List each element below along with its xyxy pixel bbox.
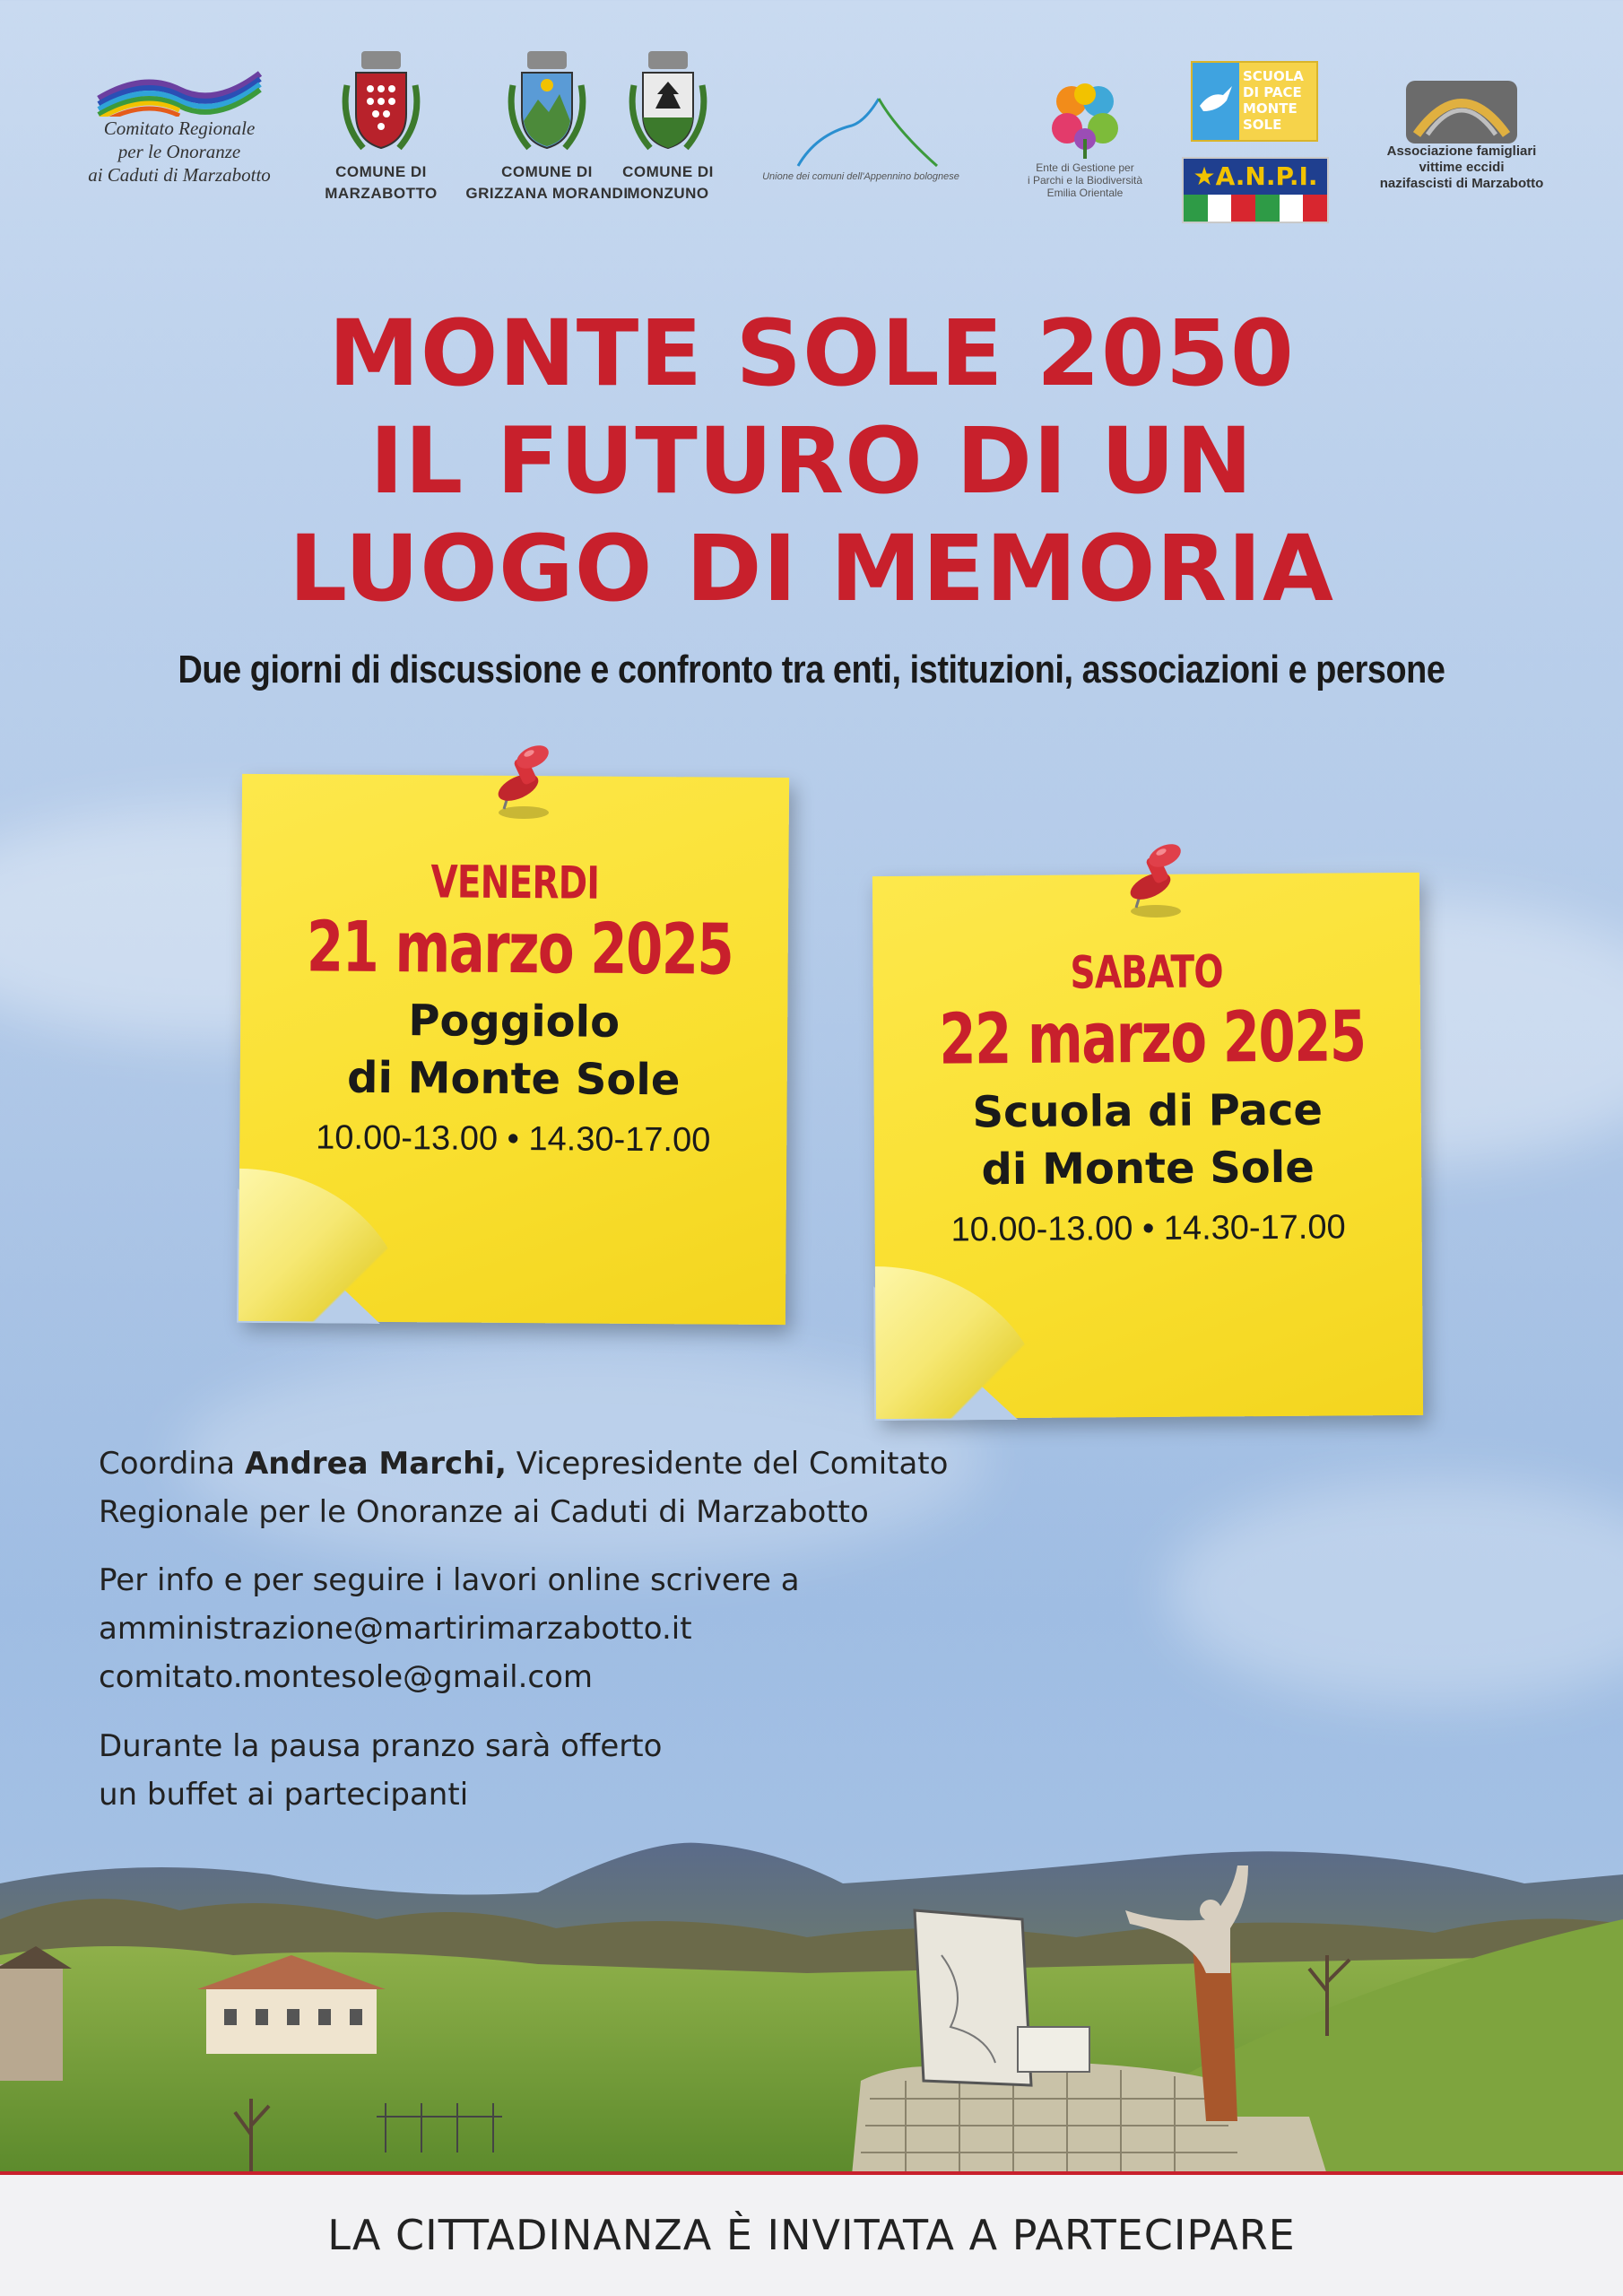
- event-time: 10.00-13.00 • 14.30-17.00: [316, 1118, 711, 1160]
- title-line-3: LUOGO DI MEMORIA: [289, 516, 1334, 622]
- associazione-2: vittime eccidi: [1419, 160, 1505, 175]
- pushpin-icon: [484, 735, 565, 825]
- pushpin-icon: [1116, 834, 1197, 924]
- italian-flag-icon: [1184, 195, 1327, 222]
- coord-role-1: Vicepresidente del Comitato: [506, 1446, 949, 1482]
- contact-intro: Per info e per seguire i lavori online scrivere a: [99, 1562, 800, 1598]
- event-place-2: di Monte Sole: [981, 1142, 1315, 1196]
- associazione-logo: [1372, 81, 1551, 192]
- monzuno-caption-2: MONZUNO: [627, 185, 709, 202]
- coord-prefix: Coordina: [99, 1446, 245, 1482]
- comitato-logo: [63, 63, 296, 187]
- event-title: [0, 300, 1623, 623]
- grizzana-caption-2: GRIZZANA MORANDI: [465, 185, 629, 202]
- comitato-name-1: Comitato Regionale: [103, 117, 256, 139]
- associazione-3: nazifascisti di Marzabotto: [1379, 176, 1544, 191]
- coat-of-arms-icon: [336, 49, 426, 161]
- scuola-line-4: SOLE: [1243, 117, 1282, 133]
- event-day: SABATO: [1070, 945, 1223, 999]
- event-day: VENERDI: [430, 856, 600, 909]
- anpi-logo: [1182, 157, 1329, 223]
- scuola-line-2: DI PACE: [1243, 84, 1302, 100]
- event-subtitle: Due giorni di discussione e confronto tra enti, istituzioni, associazioni e persone: [178, 648, 1445, 691]
- title-line-2: IL FUTURO DI UN: [369, 408, 1254, 515]
- event-place-1: Poggiolo: [408, 996, 621, 1048]
- comitato-name-3: ai Caduti di Marzabotto: [88, 164, 271, 186]
- title-line-1: MONTE SOLE 2050: [328, 300, 1295, 407]
- monzuno-caption-1: COMUNE DI: [622, 163, 714, 180]
- coordinator-info: [99, 1439, 1085, 1536]
- buffet-line-1: Durante la pausa pranzo sarà offerto: [99, 1728, 663, 1764]
- scuola-line-3: MONTE: [1243, 100, 1298, 117]
- event-date: 21 marzo 2025: [306, 907, 733, 991]
- landscape-photo: [0, 1614, 1623, 2175]
- ente-parchi-2: i Parchi e la Biodiversità: [1027, 174, 1143, 187]
- coordinator-name: Andrea Marchi,: [244, 1446, 507, 1482]
- event-place-2: di Monte Sole: [346, 1052, 681, 1106]
- ente-parchi-1: Ente di Gestione per: [1036, 161, 1134, 174]
- coord-role-2: Regionale per le Onoranze ai Caduti di Marzabotto: [99, 1494, 869, 1530]
- marzabotto-caption-1: COMUNE DI: [335, 163, 427, 180]
- monzuno-logo: [605, 49, 731, 204]
- rainbow-flag-icon: [90, 63, 269, 117]
- event-date: 22 marzo 2025: [939, 996, 1366, 1081]
- unione-name: Unione dei comuni dell'Appennino bolognese: [762, 171, 959, 182]
- marzabotto-logo: [318, 49, 444, 204]
- unione-logo: [744, 90, 977, 183]
- page-curl: [875, 1265, 1046, 1419]
- coat-of-arms-icon: [502, 49, 592, 161]
- event-place-1: Scuola di Pace: [972, 1084, 1324, 1138]
- scuola-pace-logo: [1191, 61, 1318, 142]
- ente-parchi-logo: [1009, 76, 1161, 199]
- page-curl: [239, 1169, 410, 1322]
- event-note-saturday: [872, 873, 1423, 1419]
- memorial-photo-icon: [1406, 81, 1517, 144]
- anpi-name: A.N.P.I.: [1215, 161, 1318, 191]
- event-note-friday: [239, 774, 789, 1325]
- ente-parchi-3: Emilia Orientale: [1046, 187, 1124, 199]
- clover-icon: [1040, 76, 1130, 161]
- event-time: 10.00-13.00 • 14.30-17.00: [950, 1208, 1346, 1249]
- star-icon: ★: [1193, 161, 1216, 191]
- associazione-1: Associazione famigliari: [1386, 144, 1537, 159]
- footer-banner: LA CITTADINANZA È INVITATA A PARTECIPARE: [0, 2171, 1623, 2296]
- mountain-line-icon: [780, 90, 942, 170]
- grizzana-caption-1: COMUNE DI: [501, 163, 593, 180]
- email-link-2[interactable]: comitato.montesole@gmail.com: [99, 1659, 594, 1695]
- dove-icon: [1196, 83, 1236, 118]
- email-link-1[interactable]: amministrazione@martirimarzabotto.it: [99, 1611, 692, 1647]
- comitato-name-2: per le Onoranze: [117, 141, 241, 162]
- scuola-line-1: SCUOLA: [1243, 68, 1304, 84]
- coat-of-arms-icon: [623, 49, 713, 161]
- buffet-line-2: un buffet ai partecipanti: [99, 1777, 469, 1813]
- marzabotto-caption-2: MARZABOTTO: [325, 185, 438, 202]
